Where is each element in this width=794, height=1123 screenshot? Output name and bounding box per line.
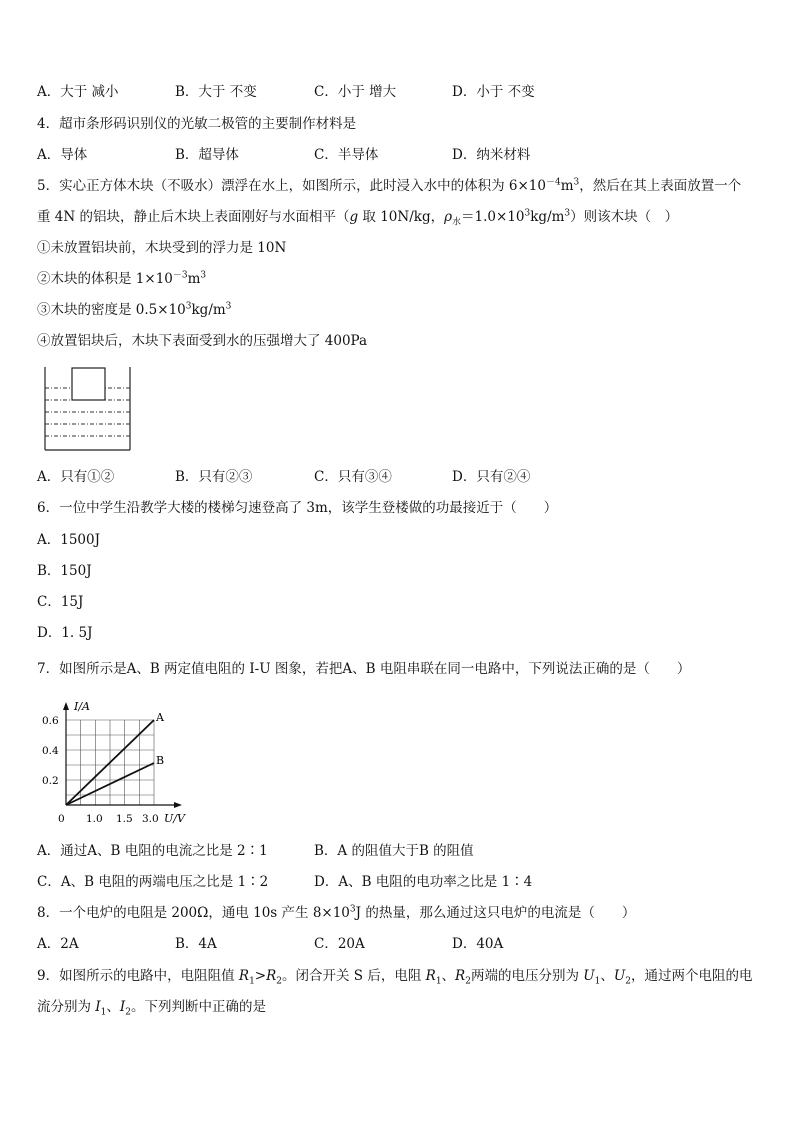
q4-option-c: C．半导体 <box>314 147 379 163</box>
q8-option-c: C．20A <box>314 936 365 952</box>
q4-option-d: D．纳米材料 <box>452 147 531 163</box>
q4-option-b: B．超导体 <box>175 147 239 163</box>
q7-option-d: D．A、B 电阻的电功率之比是 1∶4 <box>314 874 533 890</box>
q5-stem-line1: 5．实心正方体木块（不吸水）漂浮在水上，如图所示，此时浸入水中的体积为 $6\times 10^{-4}m^3$，然后在其上表面放置一个 <box>37 177 742 194</box>
water-container-figure <box>40 365 136 453</box>
y-axis-label: I/A <box>74 700 90 713</box>
q8-option-d: D．40A <box>452 936 504 952</box>
iu-graph <box>36 698 196 830</box>
q9-stem-line1: 9．如图所示的电路中，电阻阻值 $R_1>R_2$。闭合开关 S 后，电阻 $R_1$、$R_2$两端的电压分别为 $U_1$、$U_2$，通过两个电阻的电 <box>37 968 753 987</box>
q4-stem: 4．超市条形码识别仪的光敏二极管的主要制作材料是 <box>37 116 357 132</box>
q4-option-a: A．导体 <box>37 147 88 163</box>
q9-stem-line2: 流分别为 $I_1$、$I_2$。下列判断中正确的是 <box>37 999 266 1018</box>
q7-option-c: C．A、B 电阻的两端电压之比是 1∶2 <box>37 874 269 890</box>
q5-option-d: D．只有②④ <box>452 469 531 485</box>
q3-option-c: C．小于 增大 <box>314 84 397 100</box>
q6-option-b: B．150J <box>37 563 92 579</box>
q7-option-b: B．A 的阻值大于B 的阻值 <box>314 843 474 859</box>
q6-option-d: D．1. 5J <box>37 625 93 641</box>
q6-option-c: C．15J <box>37 594 84 610</box>
q6-stem: 6．一位中学生沿教学大楼的楼梯匀速登高了 3m，该学生登楼做的功最接近于（ ） <box>37 500 558 516</box>
q5-statement-2: ②木块的体积是 $1\times 10^{-3}m^3$ <box>37 270 207 287</box>
q8-stem: 8．一个电炉的电阻是 200Ω，通电 10s 产生 $8\times 10^3J$ 的热量，那么通过这只电炉的电流是（ ） <box>37 904 636 921</box>
line-b-label: B <box>156 754 165 767</box>
y-tick: 0.4 <box>42 745 59 757</box>
q5-stem-line2: 重 4N 的铝块，静止后木块上表面刚好与水面相平（g 取 10N/kg，$\rho_水=1.0\times 10^3kg/m^3$）则该木块（ ） <box>37 208 679 228</box>
origin-label: 0 <box>58 813 65 825</box>
line-a-label: A <box>156 711 164 724</box>
q5-statement-3: ③木块的密度是 $0.5\times 10^3kg/m^3$ <box>37 301 232 318</box>
q3-option-d: D．小于 不变 <box>452 84 535 100</box>
q5-option-c: C．只有③④ <box>314 469 392 485</box>
q7-stem: 7．如图所示是A、B 两定值电阻的 I-U 图象，若把A、B 电阻串联在同一电路中，下列说法正确的是（ ） <box>37 661 691 677</box>
wood-block <box>72 368 105 400</box>
q5-statement-4: ④放置铝块后，木块下表面受到水的压强增大了 400Pa <box>37 333 368 349</box>
q8-option-b: B．4A <box>175 936 217 952</box>
q3-option-b: B．大于 不变 <box>175 84 257 100</box>
x-tick: 1.5 <box>116 813 133 825</box>
q5-option-a: A．只有①② <box>37 469 115 485</box>
x-tick: 3.0 <box>142 813 159 825</box>
q6-option-a: A．1500J <box>37 532 101 548</box>
q5-option-b: B．只有②③ <box>175 469 253 485</box>
y-tick: 0.6 <box>42 715 59 727</box>
q5-statement-1: ①未放置铝块前，木块受到的浮力是 10N <box>37 240 287 256</box>
y-tick: 0.2 <box>42 775 59 787</box>
x-axis-label: U/V <box>164 812 185 825</box>
q8-option-a: A．2A <box>37 936 79 952</box>
q7-option-a: A．通过A、B 电阻的电流之比是 2∶1 <box>37 843 268 859</box>
x-tick: 1.0 <box>86 813 103 825</box>
q3-option-a: A．大于 减小 <box>37 84 119 100</box>
